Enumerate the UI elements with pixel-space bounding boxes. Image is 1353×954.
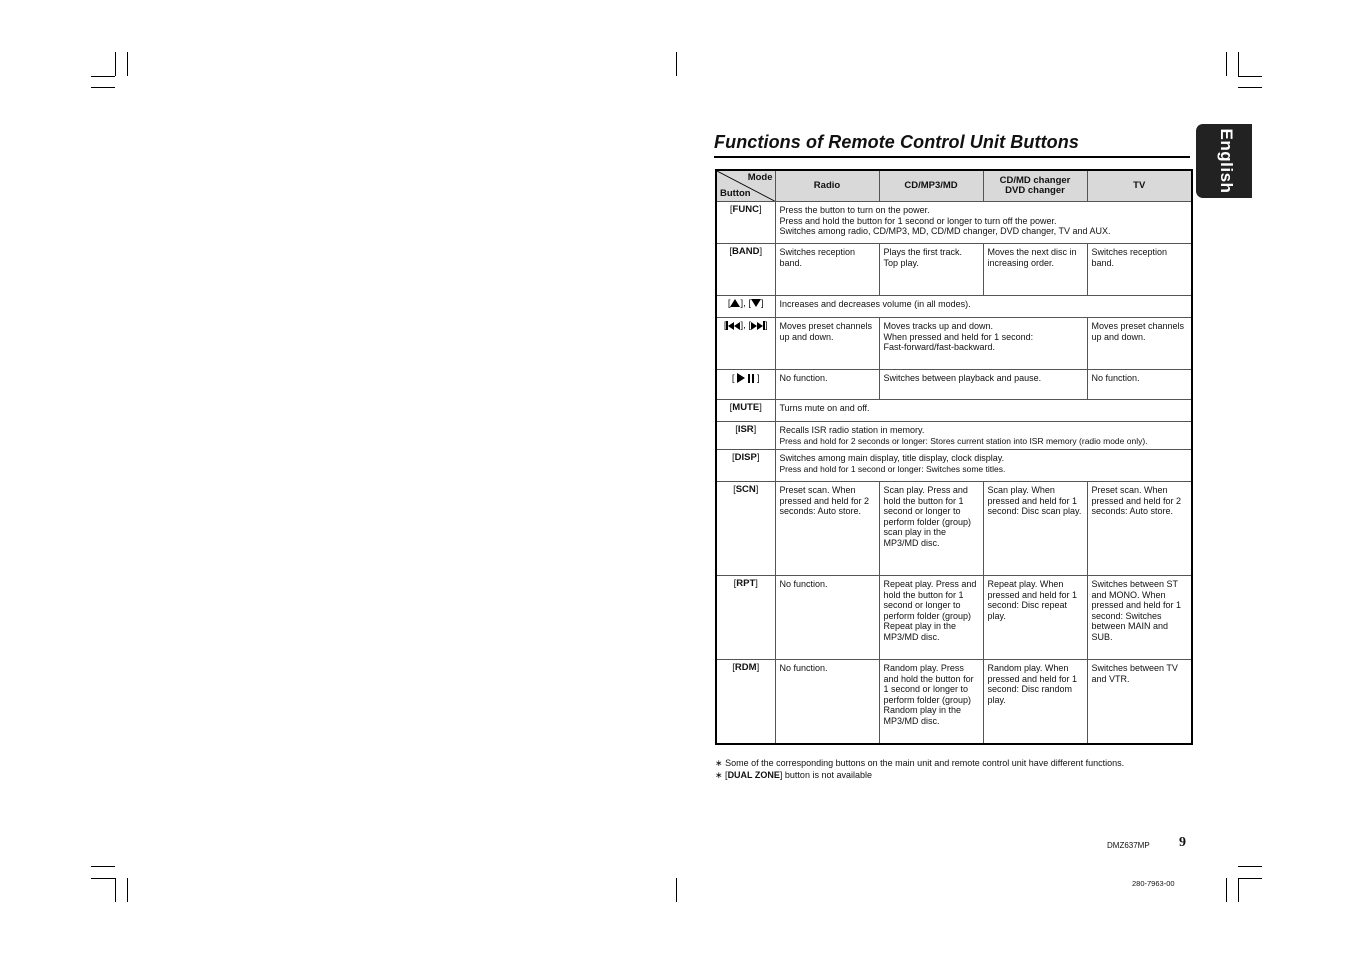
crop-mark [91,878,115,879]
scn-tv: Preset scan. When pressed and held for 2 seconds: Auto store. [1087,482,1192,576]
play-pause-icon [737,373,754,384]
table-row [716,660,1192,744]
table-header-row [716,170,1192,202]
rpt-tv: Switches between ST and MONO. When pressed and held for 1 second: Switches between MAIN and SUB. [1087,576,1192,660]
corner-header [716,170,775,202]
disp-desc [775,450,1192,482]
rpt-cd: Repeat play. Press and hold the button for 1 second or longer to perform folder (group) Repeat play in the MP3/MD disc. [879,576,983,660]
rpt-changer: Repeat play. When pressed and held for 1 second: Disc repeat play. [983,576,1087,660]
skip-radio: Moves preset channels up and down. [775,318,879,370]
rpt-key: RPT [736,578,756,589]
crop-mark [91,87,115,88]
isr-line: Recalls ISR radio station in memory. [779,425,925,435]
model-number: DMZ637MP [1107,841,1150,850]
table-row [716,318,1192,370]
crop-mark [91,866,115,867]
table-row [716,370,1192,400]
button-cell: [ ], [ ] [716,296,775,318]
table-row [716,400,1192,422]
volume-up-icon [730,299,740,307]
col-tv: TV [1087,170,1192,202]
volume-down-icon [751,299,761,307]
func-line: Press the button to turn on the power. [779,205,930,215]
crop-mark [1238,878,1239,902]
part-number: 280-7963-00 [1132,879,1175,888]
rpt-radio: No function. [775,576,879,660]
disp-line: Switches among main display, title display, clock display. [779,453,1005,463]
separator: , [743,320,746,332]
table-row [716,296,1192,318]
crop-mark [1238,878,1262,879]
col-dvd-changer: DVD changer [1005,185,1065,196]
crop-mark [676,52,677,76]
func-key: FUNC [732,204,759,215]
page-title: Functions of Remote Control Unit Buttons [714,132,1190,158]
note [715,757,1124,769]
skip-back-icon [726,321,740,330]
crop-mark [115,878,116,902]
disp-key: DISP [734,452,757,463]
crop-mark [127,878,128,902]
button-cell: [SCN] [716,482,775,576]
bullet: ∗ [715,758,723,768]
band-tv: Switches reception band. [1087,244,1192,296]
note-key: DUAL ZONE [727,770,780,780]
page-number: 9 [1179,835,1186,850]
crop-mark [1226,52,1227,76]
func-desc [775,202,1192,244]
scn-radio: Preset scan. When pressed and held for 2 seconds: Auto store. [775,482,879,576]
func-line: Press and hold the button for 1 second or longer to turn off the power. [779,215,1057,226]
isr-key: ISR [737,424,754,435]
rdm-radio: No function. [775,660,879,744]
playpause-tv: No function. [1087,370,1192,400]
language-label: English [1217,128,1236,194]
crop-mark [1238,866,1262,867]
skip-tv: Moves preset channels up and down. [1087,318,1192,370]
col-radio: Radio [775,170,879,202]
volume-desc: Increases and decreases volume (in all modes). [775,296,1192,318]
rdm-key: RDM [734,662,757,673]
table-row [716,202,1192,244]
band-key: BAND [732,246,760,257]
crop-mark [1226,878,1227,902]
disp-line: Press and hold for 1 second or longer: Switches some titles. [779,463,1006,474]
crop-mark [91,76,115,77]
scn-changer: Scan play. When pressed and held for 1 second: Disc scan play. [983,482,1087,576]
crop-mark [115,52,116,76]
mute-key: MUTE [732,402,760,413]
col-cd-md-changer: CD/MD changer [999,174,1071,186]
skip-cd [879,318,1087,370]
note-text: Some of the corresponding buttons on the main unit and remote control unit have different functions. [725,758,1125,768]
button-cell: [ISR] [716,422,775,450]
func-line: Switches among radio, CD/MP3, MD, CD/MD changer, DVD changer, TV and AUX. [779,226,1111,236]
table-row [716,576,1192,660]
crop-mark [676,878,677,902]
rdm-cd: Random play. Press and hold the button for 1 second or longer to perform folder (group) Random play in the MP3/MD disc. [879,660,983,744]
isr-line: Press and hold for 2 seconds or longer: Stores current station into ISR memory (radio mode only). [779,435,1148,446]
crop-mark [1238,87,1262,88]
button-cell: [DISP] [716,450,775,482]
functions-table [715,169,1193,745]
button-cell: [ ] [716,370,775,400]
notes [715,757,1124,781]
table-row [716,450,1192,482]
button-cell: [RPT] [716,576,775,660]
table-row [716,482,1192,576]
col-changer [983,170,1087,202]
scn-key: SCN [735,484,756,495]
skip-line: When pressed and held for 1 second: [883,331,1034,342]
band-cd: Plays the first track. Top play. [879,244,983,296]
button-cell: [BAND] [716,244,775,296]
note-text: button is not available [782,770,872,780]
skip-forward-icon [751,321,765,330]
skip-line: Moves tracks up and down. [883,321,994,331]
table-row [716,422,1192,450]
skip-line: Fast-forward/fast-backward. [883,342,996,352]
crop-mark [1238,52,1239,76]
isr-desc [775,422,1192,450]
band-radio: Switches reception band. [775,244,879,296]
button-label: Button [720,187,751,199]
rdm-tv: Switches between TV and VTR. [1087,660,1192,744]
button-cell: [MUTE] [716,400,775,422]
band-changer: Moves the next disc in increasing order. [983,244,1087,296]
crop-mark [127,52,128,76]
bullet: ∗ [715,770,723,780]
separator: , [743,298,746,309]
note: ∗ [DUAL ZONE] button is not available [715,770,872,780]
playpause-radio: No function. [775,370,879,400]
crop-mark [1238,76,1262,77]
mode-label: Mode [747,172,773,183]
col-cd-mp3-md: CD/MP3/MD [879,170,983,202]
scn-cd: Scan play. Press and hold the button for 1 second or longer to perform folder (group) scan play in the MP3/MD disc. [879,482,983,576]
language-tab [1196,124,1252,198]
playpause-cd: Switches between playback and pause. [879,370,1087,400]
button-cell: [RDM] [716,660,775,744]
table-row [716,244,1192,296]
rdm-changer: Random play. When pressed and held for 1 second: Disc random play. [983,660,1087,744]
mute-desc: Turns mute on and off. [775,400,1192,422]
button-cell: [ ], [ ] [716,318,775,370]
button-cell: [FUNC] [716,202,775,244]
